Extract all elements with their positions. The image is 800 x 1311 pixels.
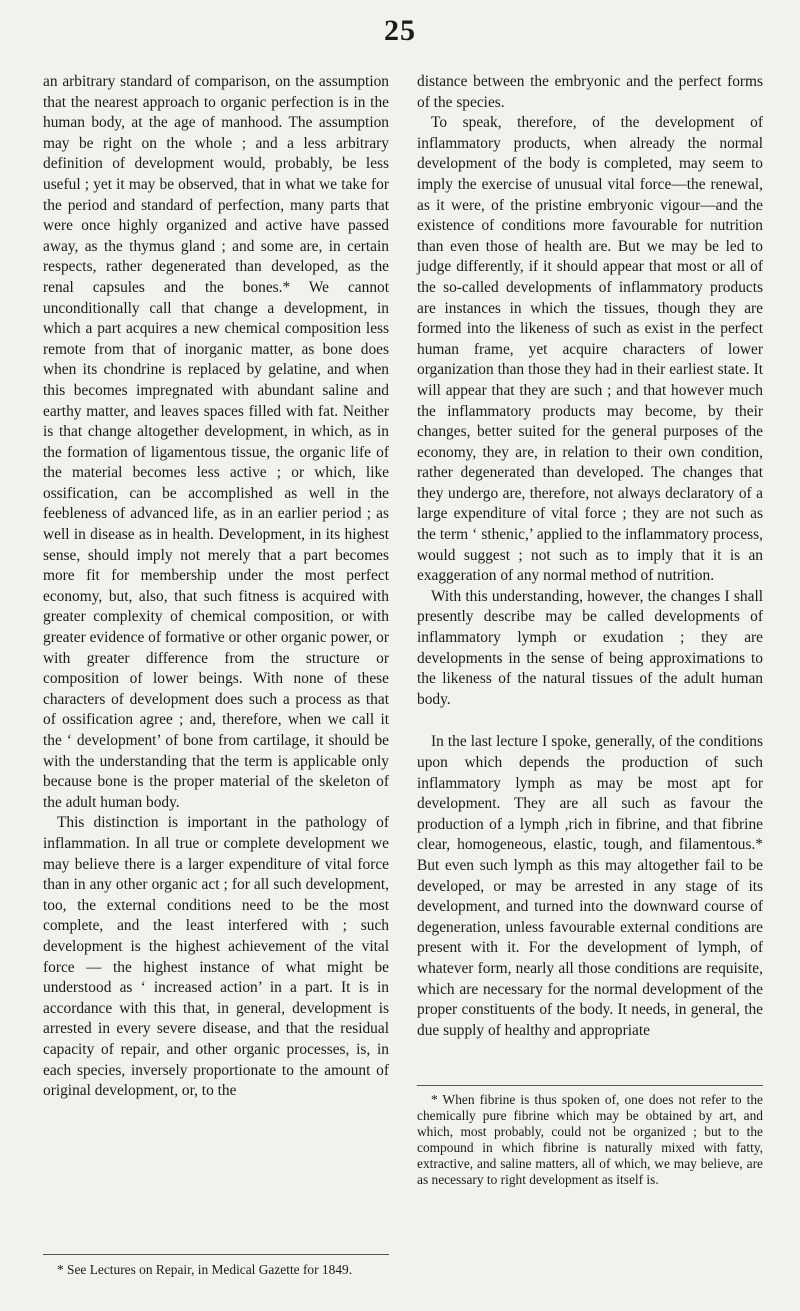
right-column — [417, 72, 763, 1041]
right-paragraph-4: In the last lecture I spoke, generally, of the conditions upon which depends the production of such inflammatory lymph as may be most apt for development. They are all such as favour the production of a lymph ,rich in fibrine, and that fibrine clear, homogeneous, elastic, tough, and filamentous.* But even such lymph as this may altogether fail to be developed, or may be arrested in any stage of its development, and turned into the downward course of degeneration, unless favourable external conditions are present with it. For the development of lymph, of whatever form, nearly all those conditions are requisite, which are necessary for the normal development of the proper constituents of the body. It needs, in general, the due supply of healthy and appropriate — [417, 733, 763, 1039]
right-paragraph-3: With this understanding, however, the changes I shall presently describe may be called developments of inflammatory lymph or exudation ; they are developments in the sense of being approximations to the likeness of the natural tissues of the adult human body. — [417, 587, 763, 708]
left-footnote-text: * See Lectures on Repair, in Medical Gazette for 1849. — [57, 1262, 353, 1277]
right-footnote-text: * When fibrine is thus spoken of, one does not refer to the chemically pure fibrine which may be obtained by art, and which, most probably, could not be organized ; but to the compound in which fibrine is naturally mixed with fatty, extractive, and saline matters, all of which, we may believe, are as necessary to right development as itself is. — [417, 1092, 763, 1187]
right-footnote-divider — [417, 1085, 763, 1086]
left-column — [43, 72, 389, 1102]
right-paragraph-1: distance between the embryonic and the perfect forms of the species. — [417, 73, 763, 111]
page-number: 25 — [384, 14, 416, 47]
left-footnote-divider — [43, 1254, 389, 1255]
right-paragraph-2: To speak, therefore, of the development of inflammatory products, when already the normal development of the body is completed, may seem to imply the exercise of unusual vital force—the renewal, as it were, of the pristine embryonic vigour—and the existence of conditions more favourable for nutrition than even those of health are. But we may be led to judge differently, if it should appear that most or all of the so-called developments of inflammatory products are instances in which the tissues, though they are formed into the likeness of such as exist in the perfect human frame, yet acquire characters of lower organization than those they had in their earliest state. It will appear that they are such ; and that however much the inflammatory products may become, by their changes, better suited for the general purposes of the economy, they are, in relation to their own condition, rather degenerated than developed. The changes that they undergo are, therefore, not always declaratory of a large expenditure of vital force ; they are not such as the term ‘ sthenic,’ applied to the inflammatory process, would suggest ; not such as to imply that it is an exaggeration of any normal method of nutrition. — [417, 114, 763, 585]
left-footnote — [43, 1262, 389, 1278]
left-paragraph-2: This distinction is important in the pathology of inflammation. In all true or complete development we may believe there is a larger expenditure of vital force than in any other organic act ; for all such development, too, the external conditions need to be the most complete, and the least interfered with ; such development is the highest achievement of the vital force — the highest instance of what might be understood as ‘ increased action’ in a part. It is in accordance with this that, in general, development is arrested in every severe disease, and that the residual capacity of repair, and other organic processes, is, in each species, inversely proportionate to the amount of original development, or, to the — [43, 814, 389, 1100]
right-footnote — [417, 1092, 763, 1188]
left-paragraph-1: an arbitrary standard of comparison, on the assumption that the nearest approach to organic perfection is in the human body, at the age of manhood. The assumption may be right on the whole ; and a less arbitrary definition of development would, probably, be less useful ; yet it may be observed, that in what we take for the period and standard of perfection, many parts that were once highly organized and active have passed away, as the thymus gland ; and some are, in certain respects, rather degenerated than developed, as the renal capsules and the bones.* We cannot unconditionally call that change a development, in which a part acquires a new chemical composition less remote from that of inorganic matter, as bone does when its chondrine is replaced by gelatine, and when this becomes impregnated with abundant saline and earthy matter, and leaves spaces filled with fat. Neither is that change altogether development, in which, as in the formation of ligamentous tissue, the organic life of the material becomes less active ; or which, like ossification, can be accomplished as well in the feebleness of advanced life, as in an earlier period ; as well in disease as in health. Development, in its highest sense, should imply not merely that a part becomes more fit for membership under the most perfect economy, but, also, that such fitness is acquired with greater complexity of chemical composition, or with greater evidence of formative or other organic power, or with greater difference from the structure or composition of lower beings. With none of these characters of development does such a process as that of ossification agree ; and, therefore, when we call it the ‘ development’ of bone from cartilage, it should be with the understanding that the term is applicable only because bone is the proper material of the skeleton of the adult human body. — [43, 73, 389, 811]
paragraph-gap — [417, 710, 763, 732]
